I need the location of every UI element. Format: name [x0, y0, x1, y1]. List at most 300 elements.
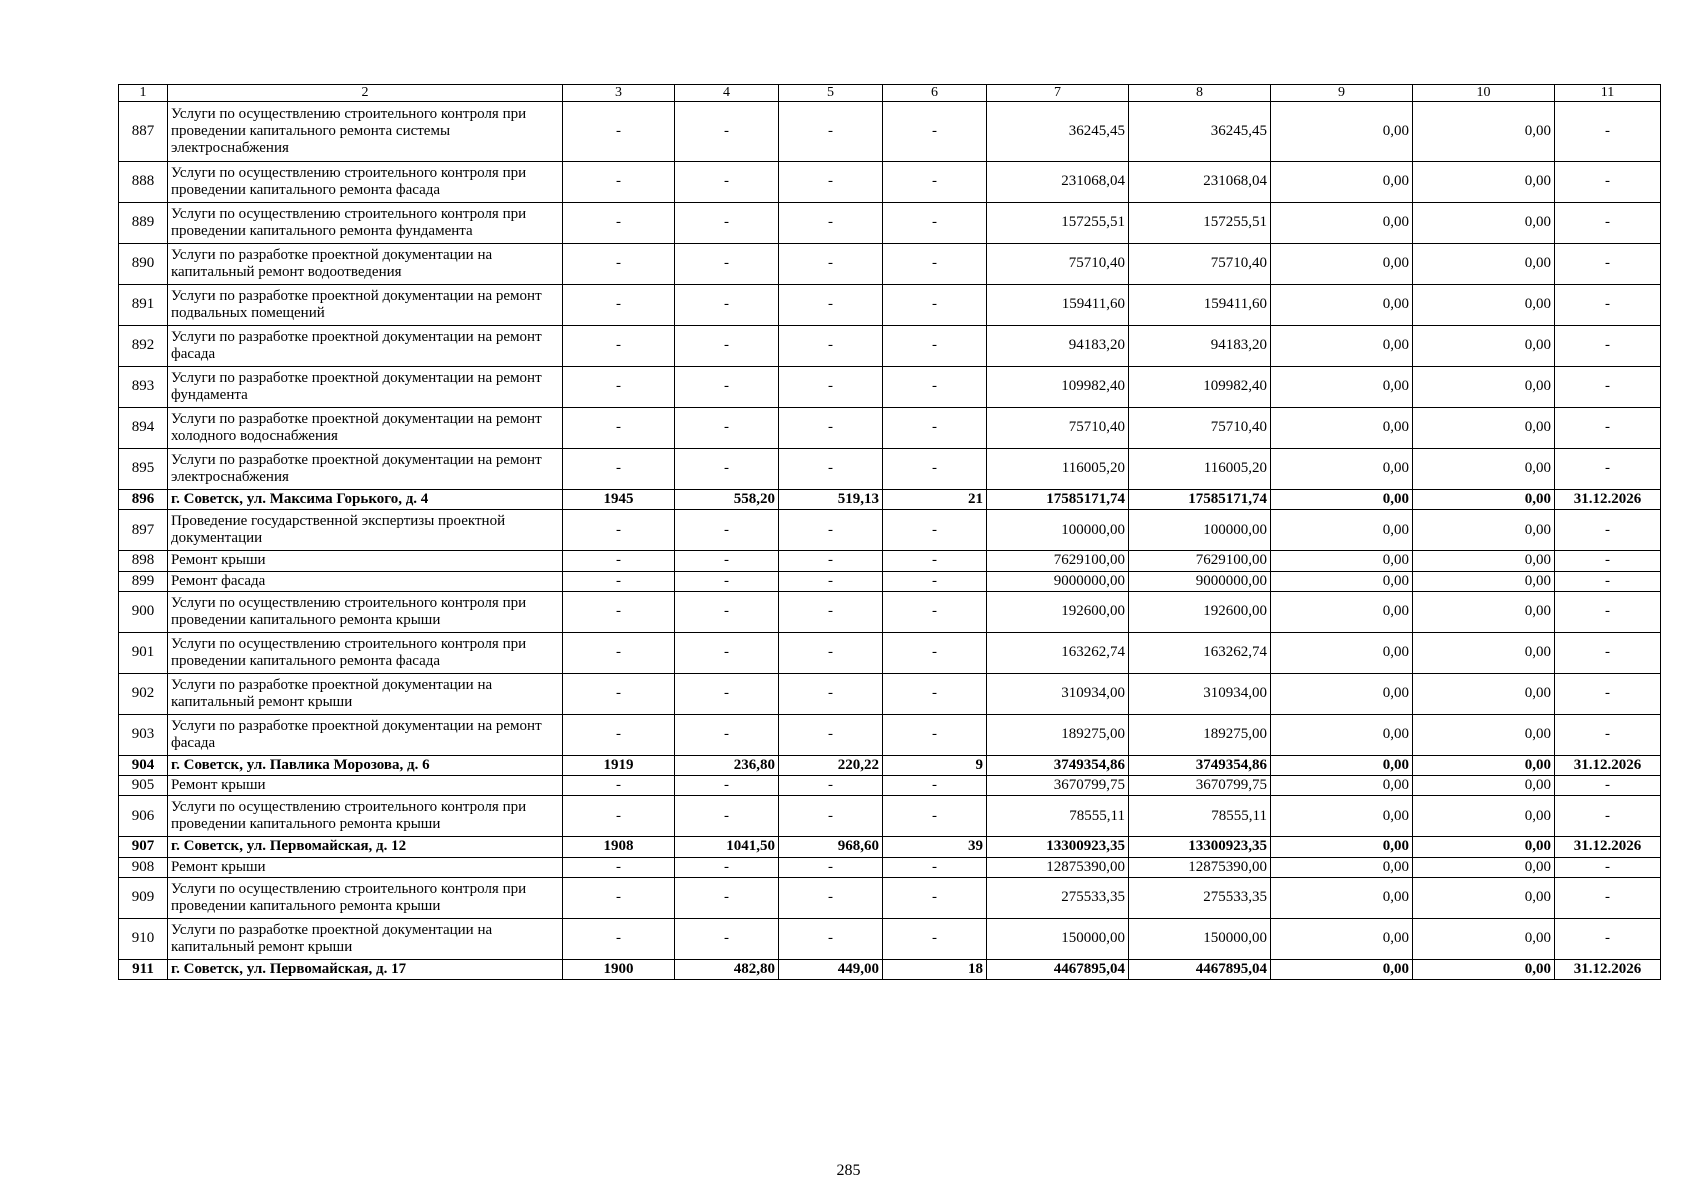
row-number: 904	[119, 755, 168, 775]
cost-budget-cell: 0,00	[1271, 877, 1413, 918]
cost-fund-cell: 3670799,75	[1129, 776, 1271, 796]
cost-owners-cell: 0,00	[1413, 776, 1555, 796]
row-description: Услуги по разработке проектной документации на ремонт фасада	[168, 714, 563, 755]
cost-owners-cell: 0,00	[1413, 632, 1555, 673]
area-living-cell: -	[779, 796, 883, 837]
area-living-cell: 449,00	[779, 959, 883, 979]
residents-cell: -	[883, 796, 987, 837]
area-living-cell: 519,13	[779, 490, 883, 510]
row-description: Услуги по осуществлению строительного контроля при проведении капитального ремонта фасада	[168, 632, 563, 673]
table-row	[119, 551, 1661, 571]
area-living-cell: -	[779, 449, 883, 490]
cost-fund-cell: 189275,00	[1129, 714, 1271, 755]
header-cell: 11	[1555, 85, 1661, 102]
cost-fund-cell: 275533,35	[1129, 877, 1271, 918]
year-cell: -	[563, 285, 675, 326]
cost-fund-cell: 100000,00	[1129, 510, 1271, 551]
cost-owners-cell: 0,00	[1413, 203, 1555, 244]
row-description: Ремонт крыши	[168, 551, 563, 571]
cost-budget-cell: 0,00	[1271, 571, 1413, 591]
cost-owners-cell: 0,00	[1413, 449, 1555, 490]
row-description: Ремонт крыши	[168, 857, 563, 877]
area-total-cell: -	[675, 244, 779, 285]
header-cell: 8	[1129, 85, 1271, 102]
year-cell: -	[563, 714, 675, 755]
cost-fund-cell: 163262,74	[1129, 632, 1271, 673]
cost-owners-cell: 0,00	[1413, 162, 1555, 203]
year-cell: -	[563, 102, 675, 162]
cost-total-cell: 189275,00	[987, 714, 1129, 755]
cost-budget-cell: 0,00	[1271, 244, 1413, 285]
row-number: 894	[119, 408, 168, 449]
residents-cell: -	[883, 203, 987, 244]
year-cell: -	[563, 244, 675, 285]
area-living-cell: -	[779, 102, 883, 162]
row-number: 893	[119, 367, 168, 408]
residents-cell: -	[883, 510, 987, 551]
cost-owners-cell: 0,00	[1413, 102, 1555, 162]
deadline-cell: -	[1555, 591, 1661, 632]
row-number: 900	[119, 591, 168, 632]
cost-owners-cell: 0,00	[1413, 877, 1555, 918]
cost-total-cell: 7629100,00	[987, 551, 1129, 571]
row-description: Услуги по разработке проектной документации на капитальный ремонт водоотведения	[168, 244, 563, 285]
cost-owners-cell: 0,00	[1413, 857, 1555, 877]
year-cell: 1945	[563, 490, 675, 510]
row-number: 901	[119, 632, 168, 673]
table-row	[119, 755, 1661, 775]
row-number: 891	[119, 285, 168, 326]
row-number: 896	[119, 490, 168, 510]
residents-cell: -	[883, 162, 987, 203]
residents-cell: -	[883, 285, 987, 326]
area-total-cell: -	[675, 449, 779, 490]
area-living-cell: 968,60	[779, 837, 883, 857]
cost-budget-cell: 0,00	[1271, 367, 1413, 408]
area-living-cell: -	[779, 326, 883, 367]
row-description: Услуги по осуществлению строительного контроля при проведении капитального ремонта фасада	[168, 162, 563, 203]
residents-cell: 39	[883, 837, 987, 857]
cost-fund-cell: 150000,00	[1129, 918, 1271, 959]
year-cell: -	[563, 673, 675, 714]
area-total-cell: -	[675, 877, 779, 918]
cost-fund-cell: 310934,00	[1129, 673, 1271, 714]
cost-budget-cell: 0,00	[1271, 959, 1413, 979]
row-description: Услуги по разработке проектной документации на ремонт подвальных помещений	[168, 285, 563, 326]
row-description: Услуги по осуществлению строительного контроля при проведении капитального ремонта фундамента	[168, 203, 563, 244]
area-total-cell: -	[675, 510, 779, 551]
cost-owners-cell: 0,00	[1413, 918, 1555, 959]
deadline-cell: -	[1555, 776, 1661, 796]
residents-cell: -	[883, 408, 987, 449]
header-cell: 10	[1413, 85, 1555, 102]
deadline-cell: -	[1555, 714, 1661, 755]
year-cell: -	[563, 591, 675, 632]
table-row	[119, 490, 1661, 510]
cost-owners-cell: 0,00	[1413, 510, 1555, 551]
cost-owners-cell: 0,00	[1413, 244, 1555, 285]
row-number: 907	[119, 837, 168, 857]
area-living-cell: -	[779, 673, 883, 714]
cost-budget-cell: 0,00	[1271, 449, 1413, 490]
row-number: 899	[119, 571, 168, 591]
cost-total-cell: 310934,00	[987, 673, 1129, 714]
cost-budget-cell: 0,00	[1271, 490, 1413, 510]
area-total-cell: -	[675, 591, 779, 632]
cost-total-cell: 150000,00	[987, 918, 1129, 959]
cost-total-cell: 157255,51	[987, 203, 1129, 244]
residents-cell: -	[883, 673, 987, 714]
table-row	[119, 408, 1661, 449]
row-description: Услуги по разработке проектной документации на ремонт фундамента	[168, 367, 563, 408]
area-living-cell: -	[779, 162, 883, 203]
year-cell: -	[563, 449, 675, 490]
row-number: 906	[119, 796, 168, 837]
residents-cell: -	[883, 632, 987, 673]
cost-total-cell: 231068,04	[987, 162, 1129, 203]
cost-fund-cell: 3749354,86	[1129, 755, 1271, 775]
cost-fund-cell: 13300923,35	[1129, 837, 1271, 857]
cost-total-cell: 36245,45	[987, 102, 1129, 162]
table-row	[119, 571, 1661, 591]
table-row	[119, 326, 1661, 367]
residents-cell: -	[883, 571, 987, 591]
cost-total-cell: 109982,40	[987, 367, 1129, 408]
cost-owners-cell: 0,00	[1413, 490, 1555, 510]
area-living-cell: -	[779, 285, 883, 326]
year-cell: -	[563, 326, 675, 367]
row-description: Ремонт крыши	[168, 776, 563, 796]
header-cell: 7	[987, 85, 1129, 102]
deadline-cell: -	[1555, 877, 1661, 918]
deadline-cell: -	[1555, 326, 1661, 367]
residents-cell: -	[883, 244, 987, 285]
cost-budget-cell: 0,00	[1271, 837, 1413, 857]
cost-total-cell: 75710,40	[987, 244, 1129, 285]
area-living-cell: -	[779, 714, 883, 755]
deadline-cell: -	[1555, 408, 1661, 449]
cost-fund-cell: 109982,40	[1129, 367, 1271, 408]
row-description: г. Советск, ул. Павлика Морозова, д. 6	[168, 755, 563, 775]
deadline-cell: -	[1555, 510, 1661, 551]
year-cell: -	[563, 632, 675, 673]
cost-budget-cell: 0,00	[1271, 591, 1413, 632]
cost-fund-cell: 157255,51	[1129, 203, 1271, 244]
row-number: 890	[119, 244, 168, 285]
row-description: Услуги по разработке проектной документации на ремонт фасада	[168, 326, 563, 367]
area-total-cell: -	[675, 326, 779, 367]
area-living-cell: -	[779, 203, 883, 244]
table-row	[119, 857, 1661, 877]
cost-budget-cell: 0,00	[1271, 285, 1413, 326]
cost-fund-cell: 94183,20	[1129, 326, 1271, 367]
deadline-cell: -	[1555, 162, 1661, 203]
row-description: г. Советск, ул. Максима Горького, д. 4	[168, 490, 563, 510]
area-living-cell: -	[779, 244, 883, 285]
area-total-cell: -	[675, 367, 779, 408]
deadline-cell: -	[1555, 796, 1661, 837]
cost-budget-cell: 0,00	[1271, 857, 1413, 877]
deadline-cell: -	[1555, 632, 1661, 673]
area-living-cell: -	[779, 408, 883, 449]
cost-total-cell: 100000,00	[987, 510, 1129, 551]
year-cell: -	[563, 877, 675, 918]
row-number: 903	[119, 714, 168, 755]
residents-cell: 18	[883, 959, 987, 979]
row-description: Услуги по разработке проектной документации на капитальный ремонт крыши	[168, 918, 563, 959]
deadline-cell: 31.12.2026	[1555, 959, 1661, 979]
deadline-cell: 31.12.2026	[1555, 837, 1661, 857]
cost-fund-cell: 36245,45	[1129, 102, 1271, 162]
program-table	[118, 84, 1661, 980]
table-row	[119, 918, 1661, 959]
cost-total-cell: 78555,11	[987, 796, 1129, 837]
area-living-cell: -	[779, 857, 883, 877]
area-total-cell: -	[675, 632, 779, 673]
cost-owners-cell: 0,00	[1413, 367, 1555, 408]
cost-owners-cell: 0,00	[1413, 755, 1555, 775]
area-living-cell: -	[779, 551, 883, 571]
row-number: 888	[119, 162, 168, 203]
cost-owners-cell: 0,00	[1413, 796, 1555, 837]
table-row	[119, 796, 1661, 837]
cost-fund-cell: 75710,40	[1129, 244, 1271, 285]
area-living-cell: -	[779, 918, 883, 959]
year-cell: -	[563, 203, 675, 244]
table-row	[119, 203, 1661, 244]
row-description: Услуги по осуществлению строительного контроля при проведении капитального ремонта крыши	[168, 796, 563, 837]
cost-total-cell: 75710,40	[987, 408, 1129, 449]
page-number: 285	[836, 1162, 861, 1179]
cost-budget-cell: 0,00	[1271, 551, 1413, 571]
row-description: Услуги по осуществлению строительного контроля при проведении капитального ремонта крыши	[168, 591, 563, 632]
row-description: Услуги по разработке проектной документации на ремонт электроснабжения	[168, 449, 563, 490]
cost-budget-cell: 0,00	[1271, 102, 1413, 162]
cost-fund-cell: 75710,40	[1129, 408, 1271, 449]
area-total-cell: -	[675, 918, 779, 959]
header-cell: 6	[883, 85, 987, 102]
deadline-cell: -	[1555, 102, 1661, 162]
table-row	[119, 673, 1661, 714]
area-total-cell: -	[675, 776, 779, 796]
cost-fund-cell: 159411,60	[1129, 285, 1271, 326]
residents-cell: -	[883, 877, 987, 918]
cost-total-cell: 163262,74	[987, 632, 1129, 673]
year-cell: 1908	[563, 837, 675, 857]
deadline-cell: -	[1555, 203, 1661, 244]
cost-budget-cell: 0,00	[1271, 714, 1413, 755]
area-total-cell: -	[675, 285, 779, 326]
header-cell: 2	[168, 85, 563, 102]
row-number: 902	[119, 673, 168, 714]
table-row	[119, 449, 1661, 490]
area-total-cell: 482,80	[675, 959, 779, 979]
residents-cell: -	[883, 918, 987, 959]
area-living-cell: -	[779, 571, 883, 591]
cost-budget-cell: 0,00	[1271, 510, 1413, 551]
row-description: Ремонт фасада	[168, 571, 563, 591]
area-total-cell: -	[675, 203, 779, 244]
area-total-cell: -	[675, 551, 779, 571]
area-total-cell: 1041,50	[675, 837, 779, 857]
cost-fund-cell: 4467895,04	[1129, 959, 1271, 979]
table-row	[119, 162, 1661, 203]
cost-owners-cell: 0,00	[1413, 959, 1555, 979]
cost-total-cell: 3670799,75	[987, 776, 1129, 796]
cost-budget-cell: 0,00	[1271, 918, 1413, 959]
deadline-cell: -	[1555, 857, 1661, 877]
row-description: Услуги по осуществлению строительного контроля при проведении капитального ремонта крыши	[168, 877, 563, 918]
residents-cell: -	[883, 857, 987, 877]
cost-total-cell: 12875390,00	[987, 857, 1129, 877]
header-cell: 5	[779, 85, 883, 102]
cost-owners-cell: 0,00	[1413, 551, 1555, 571]
row-number: 910	[119, 918, 168, 959]
row-number: 911	[119, 959, 168, 979]
area-total-cell: -	[675, 571, 779, 591]
row-number: 897	[119, 510, 168, 551]
cost-owners-cell: 0,00	[1413, 285, 1555, 326]
cost-total-cell: 275533,35	[987, 877, 1129, 918]
cost-budget-cell: 0,00	[1271, 673, 1413, 714]
area-living-cell: -	[779, 632, 883, 673]
cost-total-cell: 192600,00	[987, 591, 1129, 632]
cost-owners-cell: 0,00	[1413, 673, 1555, 714]
row-number: 908	[119, 857, 168, 877]
cost-fund-cell: 231068,04	[1129, 162, 1271, 203]
row-description: г. Советск, ул. Первомайская, д. 12	[168, 837, 563, 857]
year-cell: -	[563, 918, 675, 959]
row-number: 905	[119, 776, 168, 796]
row-number: 892	[119, 326, 168, 367]
cost-fund-cell: 9000000,00	[1129, 571, 1271, 591]
deadline-cell: -	[1555, 571, 1661, 591]
table-row	[119, 367, 1661, 408]
cost-budget-cell: 0,00	[1271, 408, 1413, 449]
residents-cell: 9	[883, 755, 987, 775]
cost-total-cell: 94183,20	[987, 326, 1129, 367]
cost-total-cell: 3749354,86	[987, 755, 1129, 775]
table-row	[119, 244, 1661, 285]
header-cell: 9	[1271, 85, 1413, 102]
year-cell: -	[563, 510, 675, 551]
header-row	[119, 85, 1661, 102]
year-cell: -	[563, 162, 675, 203]
residents-cell: 21	[883, 490, 987, 510]
residents-cell: -	[883, 102, 987, 162]
cost-fund-cell: 192600,00	[1129, 591, 1271, 632]
cost-owners-cell: 0,00	[1413, 571, 1555, 591]
deadline-cell: -	[1555, 673, 1661, 714]
table-row	[119, 285, 1661, 326]
area-living-cell: -	[779, 367, 883, 408]
deadline-cell: -	[1555, 285, 1661, 326]
cost-budget-cell: 0,00	[1271, 776, 1413, 796]
area-total-cell: -	[675, 796, 779, 837]
area-living-cell: -	[779, 591, 883, 632]
row-number: 898	[119, 551, 168, 571]
cost-total-cell: 17585171,74	[987, 490, 1129, 510]
cost-budget-cell: 0,00	[1271, 162, 1413, 203]
area-total-cell: -	[675, 102, 779, 162]
deadline-cell: 31.12.2026	[1555, 490, 1661, 510]
cost-owners-cell: 0,00	[1413, 591, 1555, 632]
row-description: Услуги по разработке проектной документации на капитальный ремонт крыши	[168, 673, 563, 714]
area-living-cell: -	[779, 776, 883, 796]
cost-total-cell: 116005,20	[987, 449, 1129, 490]
cost-fund-cell: 116005,20	[1129, 449, 1271, 490]
deadline-cell: -	[1555, 367, 1661, 408]
area-total-cell: -	[675, 714, 779, 755]
cost-fund-cell: 12875390,00	[1129, 857, 1271, 877]
area-living-cell: -	[779, 877, 883, 918]
area-total-cell: -	[675, 673, 779, 714]
table-row	[119, 837, 1661, 857]
cost-owners-cell: 0,00	[1413, 714, 1555, 755]
row-number: 887	[119, 102, 168, 162]
deadline-cell: -	[1555, 551, 1661, 571]
year-cell: -	[563, 857, 675, 877]
area-total-cell: -	[675, 857, 779, 877]
deadline-cell: -	[1555, 918, 1661, 959]
cost-owners-cell: 0,00	[1413, 326, 1555, 367]
table-row	[119, 632, 1661, 673]
residents-cell: -	[883, 551, 987, 571]
year-cell: 1919	[563, 755, 675, 775]
row-description: Услуги по разработке проектной документации на ремонт холодного водоснабжения	[168, 408, 563, 449]
cost-budget-cell: 0,00	[1271, 632, 1413, 673]
area-total-cell: 558,20	[675, 490, 779, 510]
row-number: 909	[119, 877, 168, 918]
header-cell: 3	[563, 85, 675, 102]
year-cell: 1900	[563, 959, 675, 979]
row-number: 889	[119, 203, 168, 244]
cost-budget-cell: 0,00	[1271, 326, 1413, 367]
area-total-cell: -	[675, 162, 779, 203]
cost-fund-cell: 7629100,00	[1129, 551, 1271, 571]
residents-cell: -	[883, 367, 987, 408]
deadline-cell: 31.12.2026	[1555, 755, 1661, 775]
year-cell: -	[563, 367, 675, 408]
table-row	[119, 959, 1661, 979]
cost-budget-cell: 0,00	[1271, 796, 1413, 837]
deadline-cell: -	[1555, 449, 1661, 490]
area-total-cell: -	[675, 408, 779, 449]
residents-cell: -	[883, 449, 987, 490]
table-row	[119, 102, 1661, 162]
table-row	[119, 877, 1661, 918]
year-cell: -	[563, 796, 675, 837]
cost-total-cell: 4467895,04	[987, 959, 1129, 979]
table-row	[119, 776, 1661, 796]
row-description: Проведение государственной экспертизы проектной документации	[168, 510, 563, 551]
year-cell: -	[563, 551, 675, 571]
residents-cell: -	[883, 591, 987, 632]
deadline-cell: -	[1555, 244, 1661, 285]
row-description: г. Советск, ул. Первомайская, д. 17	[168, 959, 563, 979]
cost-budget-cell: 0,00	[1271, 755, 1413, 775]
table-row	[119, 510, 1661, 551]
residents-cell: -	[883, 714, 987, 755]
table-row	[119, 591, 1661, 632]
cost-total-cell: 159411,60	[987, 285, 1129, 326]
residents-cell: -	[883, 776, 987, 796]
area-living-cell: -	[779, 510, 883, 551]
header-cell: 1	[119, 85, 168, 102]
cost-total-cell: 13300923,35	[987, 837, 1129, 857]
cost-fund-cell: 17585171,74	[1129, 490, 1271, 510]
area-total-cell: 236,80	[675, 755, 779, 775]
